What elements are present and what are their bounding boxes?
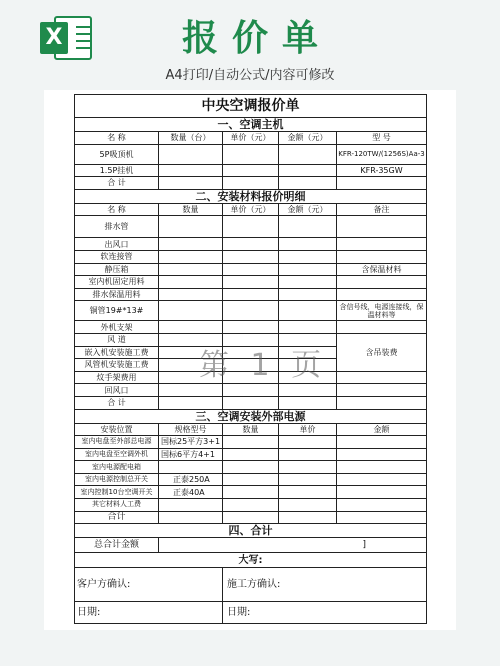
total-cell[interactable] xyxy=(279,396,337,409)
section-title: 二、安装材料报价明细 xyxy=(75,189,427,203)
price-cell[interactable] xyxy=(223,276,279,289)
amount-cell[interactable] xyxy=(337,499,427,512)
page-title: 报价单 xyxy=(181,18,332,59)
item-name: 静压箱 xyxy=(75,263,159,276)
qty-cell[interactable] xyxy=(223,499,279,512)
column-header: 金额（元） xyxy=(279,132,337,145)
column-header: 数量 xyxy=(223,423,279,436)
amount-cell[interactable] xyxy=(279,164,337,177)
price-cell[interactable] xyxy=(223,144,279,164)
note-cell xyxy=(337,238,427,251)
section-title: 一、空调主机 xyxy=(75,118,427,132)
price-cell[interactable] xyxy=(223,250,279,263)
item-name: 出风口 xyxy=(75,238,159,251)
column-header: 名 称 xyxy=(75,203,159,216)
qty-cell[interactable] xyxy=(223,448,279,461)
column-header: 数量（台） xyxy=(159,132,223,145)
price-cell[interactable] xyxy=(223,384,279,397)
price-cell[interactable] xyxy=(279,486,337,499)
model-cell: KFR-120TW/(1256S)Aa-3 xyxy=(337,144,427,164)
total-cell[interactable] xyxy=(159,396,223,409)
spec-cell: 国标25平方3+1 xyxy=(159,436,223,449)
total-cell[interactable] xyxy=(223,177,279,190)
price-cell[interactable] xyxy=(279,461,337,474)
qty-cell[interactable] xyxy=(159,359,223,372)
document-title: 中央空调报价单 xyxy=(75,95,427,118)
total-label: 合计 xyxy=(75,511,159,524)
total-cell[interactable] xyxy=(159,177,223,190)
builder-date[interactable]: 日期: xyxy=(223,602,427,624)
note-cell xyxy=(337,288,427,301)
location-cell: 室内控制10台空调开关 xyxy=(75,486,159,499)
price-cell[interactable] xyxy=(279,448,337,461)
qty-cell[interactable] xyxy=(223,473,279,486)
total-cell[interactable] xyxy=(337,396,427,409)
amount-cell[interactable] xyxy=(279,276,337,289)
column-header: 备注 xyxy=(337,203,427,216)
section-title: 四、合计 xyxy=(75,524,427,538)
grand-total-label: 总合计金额 xyxy=(75,538,159,553)
column-header: 型 号 xyxy=(337,132,427,145)
model-cell: KFR-35GW xyxy=(337,164,427,177)
total-cell[interactable] xyxy=(279,511,337,524)
amount-cell[interactable] xyxy=(279,371,337,384)
column-header: 金额（元） xyxy=(279,203,337,216)
grand-total-value[interactable]: ] xyxy=(159,538,427,553)
qty-cell[interactable] xyxy=(159,250,223,263)
location-cell: 室内电盘至空调外机 xyxy=(75,448,159,461)
amount-cell[interactable] xyxy=(279,288,337,301)
spec-cell: 正泰250A xyxy=(159,473,223,486)
total-cell[interactable] xyxy=(223,511,279,524)
amount-cell[interactable] xyxy=(279,359,337,372)
spec-cell xyxy=(159,461,223,474)
qty-cell[interactable] xyxy=(223,436,279,449)
qty-cell[interactable] xyxy=(159,263,223,276)
header-bar xyxy=(0,0,500,90)
item-name: 铜管19#*13# xyxy=(75,301,159,321)
column-header: 单价 xyxy=(279,423,337,436)
qty-cell[interactable] xyxy=(159,216,223,238)
price-cell[interactable] xyxy=(223,333,279,346)
amount-cell[interactable] xyxy=(279,263,337,276)
total-label: 合 计 xyxy=(75,396,159,409)
price-cell[interactable] xyxy=(279,436,337,449)
total-cell[interactable] xyxy=(223,396,279,409)
item-name: 1.5P挂机 xyxy=(75,164,159,177)
document-sheet xyxy=(44,90,456,630)
note-cell: 含吊装费 xyxy=(337,333,427,371)
amount-cell[interactable] xyxy=(279,321,337,334)
location-cell: 室内电源控制总开关 xyxy=(75,473,159,486)
item-name: 回风口 xyxy=(75,384,159,397)
price-cell[interactable] xyxy=(279,473,337,486)
price-cell[interactable] xyxy=(223,288,279,301)
price-cell[interactable] xyxy=(223,346,279,359)
qty-cell[interactable] xyxy=(223,486,279,499)
total-cell[interactable] xyxy=(337,511,427,524)
price-cell[interactable] xyxy=(223,321,279,334)
column-header: 单价（元） xyxy=(223,203,279,216)
amount-cell[interactable] xyxy=(279,250,337,263)
amount-cell[interactable] xyxy=(279,144,337,164)
note-cell xyxy=(337,371,427,384)
amount-cell[interactable] xyxy=(337,473,427,486)
location-cell: 其它材料人工费 xyxy=(75,499,159,512)
amount-cell[interactable] xyxy=(279,238,337,251)
amount-in-words-label[interactable]: 大写: xyxy=(75,553,427,568)
amount-cell[interactable] xyxy=(279,333,337,346)
item-name: 软连接管 xyxy=(75,250,159,263)
qty-cell[interactable] xyxy=(159,164,223,177)
spec-cell: 国标6平方4+1 xyxy=(159,448,223,461)
builder-confirm[interactable]: 施工方确认: xyxy=(223,568,427,602)
price-cell[interactable] xyxy=(223,216,279,238)
price-cell[interactable] xyxy=(223,263,279,276)
note-cell xyxy=(337,384,427,397)
price-cell[interactable] xyxy=(279,499,337,512)
qty-cell[interactable] xyxy=(159,288,223,301)
note-cell xyxy=(337,276,427,289)
price-cell[interactable] xyxy=(223,359,279,372)
total-cell[interactable] xyxy=(279,177,337,190)
column-header: 规格型号 xyxy=(159,423,223,436)
amount-cell[interactable] xyxy=(337,448,427,461)
item-name: 风管机安装施工费 xyxy=(75,359,159,372)
note-cell xyxy=(337,250,427,263)
total-cell[interactable] xyxy=(337,177,427,190)
item-name: 炆手架费用 xyxy=(75,371,159,384)
price-cell[interactable] xyxy=(223,371,279,384)
qty-cell[interactable] xyxy=(159,276,223,289)
qty-cell[interactable] xyxy=(159,384,223,397)
item-name: 排水管 xyxy=(75,216,159,238)
qty-cell[interactable] xyxy=(159,333,223,346)
column-header: 数量 xyxy=(159,203,223,216)
amount-cell[interactable] xyxy=(337,486,427,499)
qty-cell[interactable] xyxy=(159,301,223,321)
amount-cell[interactable] xyxy=(279,346,337,359)
page-subtitle: A4打印/自动公式/内容可修改 xyxy=(165,68,335,83)
customer-date[interactable]: 日期: xyxy=(75,602,223,624)
quote-table xyxy=(74,94,427,624)
column-header: 金额 xyxy=(337,423,427,436)
amount-cell[interactable] xyxy=(279,301,337,321)
item-name: 5P吸顶机 xyxy=(75,144,159,164)
price-cell[interactable] xyxy=(223,164,279,177)
price-cell[interactable] xyxy=(223,238,279,251)
amount-cell[interactable] xyxy=(279,384,337,397)
section-title: 三、空调安装外部电源 xyxy=(75,409,427,423)
item-name: 外机支架 xyxy=(75,321,159,334)
qty-cell[interactable] xyxy=(223,461,279,474)
column-header: 安装位置 xyxy=(75,423,159,436)
spec-cell xyxy=(159,499,223,512)
column-header: 单价（元） xyxy=(223,132,279,145)
amount-cell[interactable] xyxy=(279,216,337,238)
total-cell[interactable] xyxy=(159,511,223,524)
item-name: 排水保温用料 xyxy=(75,288,159,301)
qty-cell[interactable] xyxy=(159,238,223,251)
item-name: 室内机固定用料 xyxy=(75,276,159,289)
item-name: 风 道 xyxy=(75,333,159,346)
customer-confirm[interactable]: 客户方确认: xyxy=(75,568,223,602)
item-name: 嵌入机安装施工费 xyxy=(75,346,159,359)
total-label: 合 计 xyxy=(75,177,159,190)
spec-cell: 正泰40A xyxy=(159,486,223,499)
excel-icon-letter: X xyxy=(40,22,68,54)
qty-cell[interactable] xyxy=(159,144,223,164)
page-watermark: 第 1 页 xyxy=(199,348,328,383)
qty-cell[interactable] xyxy=(159,371,223,384)
location-cell: 室内电源配电箱 xyxy=(75,461,159,474)
note-cell xyxy=(337,216,427,238)
location-cell: 室内电盘至外部总电源 xyxy=(75,436,159,449)
amount-cell[interactable] xyxy=(337,436,427,449)
amount-cell[interactable] xyxy=(337,461,427,474)
column-header: 名 称 xyxy=(75,132,159,145)
qty-cell[interactable] xyxy=(159,321,223,334)
note-cell xyxy=(337,321,427,334)
note-cell: 含保温材料 xyxy=(337,263,427,276)
qty-cell[interactable] xyxy=(159,346,223,359)
note-cell: 含信号线，电源连接线，保温材料等 xyxy=(337,301,427,321)
price-cell[interactable] xyxy=(223,301,279,321)
